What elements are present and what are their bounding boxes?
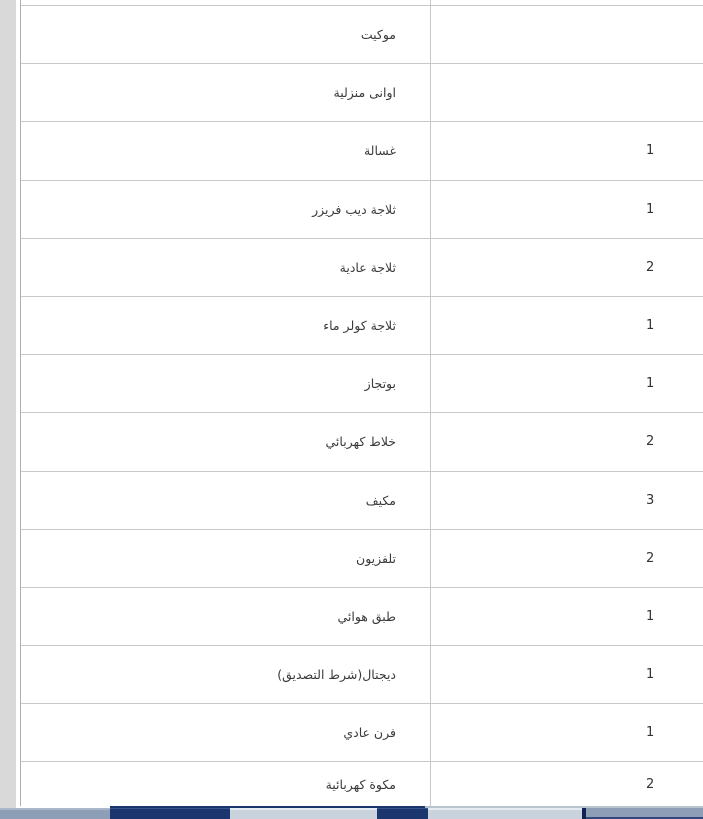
table-row: [21, 6, 703, 64]
table-row: [21, 122, 703, 180]
table-row: [21, 355, 703, 413]
table-row: [21, 181, 703, 239]
item-name-cell: مكيف: [365, 492, 396, 508]
item-qty-cell: 2: [430, 239, 703, 296]
item-name-cell: ثلاجة عادية: [339, 259, 396, 275]
item-qty-cell: [430, 64, 703, 121]
taskbar-window-button[interactable]: [428, 808, 582, 819]
taskbar-window-button[interactable]: [377, 808, 428, 819]
item-qty-cell: 1: [430, 297, 703, 354]
taskbar: [0, 808, 703, 819]
item-name-cell: فرن عادي: [343, 725, 396, 741]
item-qty-cell: [430, 0, 703, 5]
item-qty-cell: [430, 6, 703, 63]
table-row: [21, 472, 703, 530]
item-qty-cell: 1: [430, 588, 703, 645]
item-name-cell: ثلاجة كولر ماء: [323, 318, 396, 334]
item-name-cell: ديجتال(شرط التصديق): [277, 667, 396, 683]
item-qty-cell: 2: [430, 530, 703, 587]
item-name-cell: [21, 0, 430, 5]
item-name-cell: بوتجاز: [364, 376, 396, 392]
item-qty-cell: 3: [430, 472, 703, 529]
item-qty-cell: 1: [430, 704, 703, 761]
item-name-cell: خلاط كهربائي: [325, 434, 396, 450]
table-row: [21, 762, 703, 807]
left-gutter: [0, 0, 16, 808]
table-row: [21, 530, 703, 588]
inventory-table: [20, 0, 703, 806]
table-row: [21, 297, 703, 355]
table-row: [21, 413, 703, 471]
table-row: [21, 704, 703, 762]
taskbar-window-button[interactable]: [110, 808, 230, 819]
item-qty-cell: 1: [430, 181, 703, 238]
table-row: [21, 239, 703, 297]
item-qty-cell: 2: [430, 413, 703, 470]
item-qty-cell: 1: [430, 122, 703, 179]
item-name-cell: اوانى منزلية: [333, 85, 396, 101]
taskbar-window-button[interactable]: [230, 808, 377, 819]
item-qty-cell: 2: [430, 762, 703, 807]
item-name-cell: ثلاجة ديب فريزر: [312, 201, 396, 217]
item-qty-cell: 1: [430, 355, 703, 412]
item-qty-cell: 1: [430, 646, 703, 703]
table-row: [21, 588, 703, 646]
taskbar-window-button[interactable]: [0, 808, 110, 819]
item-name-cell: غسالة: [363, 143, 396, 159]
table-row: [21, 646, 703, 704]
item-name-cell: مكوة كهربائية: [325, 777, 396, 793]
table-row: [21, 64, 703, 122]
taskbar-window-button[interactable]: [586, 808, 703, 819]
item-name-cell: موكيت: [360, 27, 396, 43]
item-name-cell: طبق هوائي: [337, 608, 396, 624]
item-name-cell: تلفزيون: [356, 550, 396, 566]
